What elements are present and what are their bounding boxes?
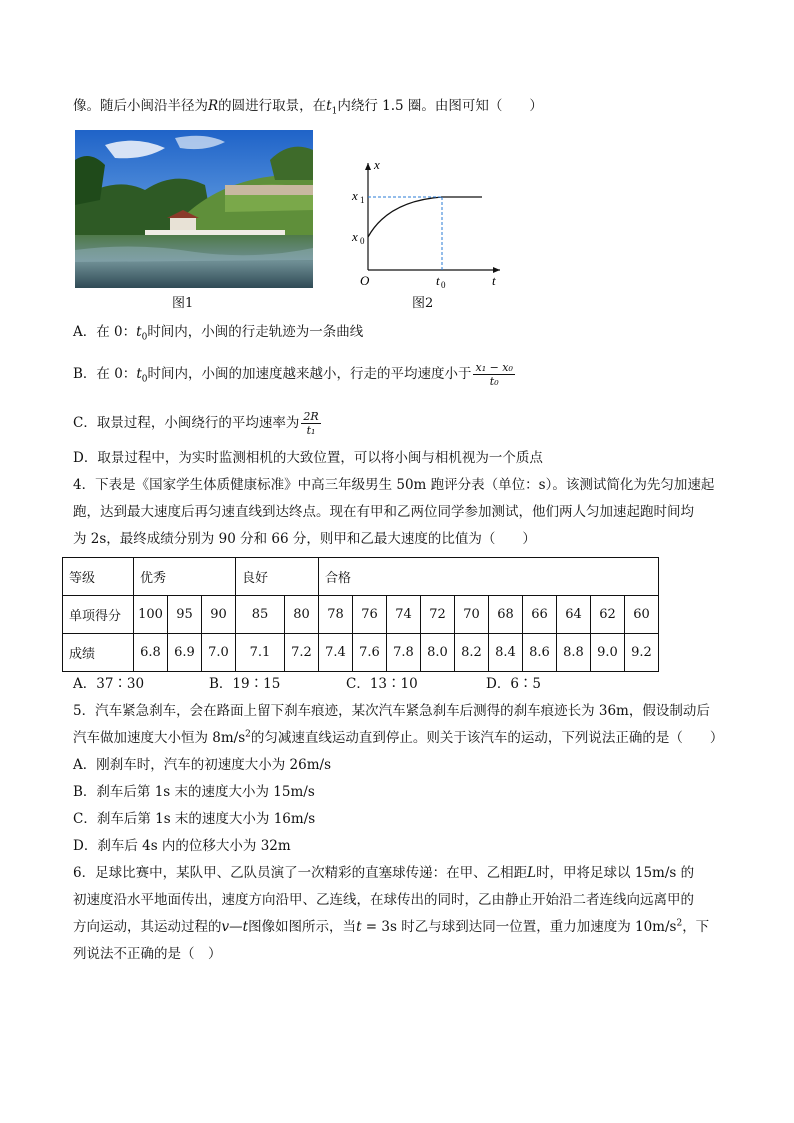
table-cell-time: 8.6 xyxy=(523,634,557,672)
q6-stem-line-3 xyxy=(73,917,709,937)
table-cell-level-pass: 合格 xyxy=(319,558,659,596)
q3-option-b-text: 时间内，小闽的加速度越来越小，行走的平均速度小于 xyxy=(147,366,472,382)
q3-var-t1: t xyxy=(326,98,332,114)
q5-option-b: B．刹车后第 1s 末的速度大小为 15m/s xyxy=(73,784,315,800)
q6-stem-line-1-a: 6．足球比赛中，某队甲、乙队员演了一次精彩的直塞球传递：在甲、乙相距 xyxy=(73,865,528,881)
q6-stem-line-3-c: = 3s 时乙与球到达同一位置，重力加速度为 10m/s xyxy=(361,919,677,935)
graph-x0-sub: 0 xyxy=(360,236,365,246)
graph-curve xyxy=(368,197,482,237)
figure-1-caption: 图1 xyxy=(172,296,194,311)
q3-option-a-var: t xyxy=(136,324,142,340)
q5-option-a: A．刚刹车时，汽车的初速度大小为 26m/s xyxy=(73,757,331,773)
q4-stem-line-2: 跑，达到最大速度后再匀速直线到达终点。现在有甲和乙两位同学参加测试，他们两人匀加速起跑时间均 xyxy=(73,504,694,520)
table-cell-score: 60 xyxy=(625,596,659,634)
q5-stem-line-2-a: 汽车做加速度大小恒为 8m/s xyxy=(73,730,246,746)
q6-stem-line-3-b: 图像如图所示，当 xyxy=(248,919,357,935)
table-cell-time: 7.8 xyxy=(387,634,421,672)
q3-option-a xyxy=(73,322,363,342)
q3-option-c-denominator: t₁ xyxy=(306,424,316,437)
table-cell-score: 74 xyxy=(387,596,421,634)
q3-option-c-text: C．取景过程，小闽绕行的平均速率为 xyxy=(73,415,300,431)
q3-option-b-prefix: B．在 0： xyxy=(73,366,137,382)
table-cell-time: 6.9 xyxy=(168,634,202,672)
figure-2-caption: 图2 xyxy=(412,296,434,311)
q6-stem-line-3-d: ，下 xyxy=(682,919,710,935)
table-cell-score: 78 xyxy=(319,596,353,634)
q6-stem-line-3-a: 方向运动，其运动过程的 xyxy=(73,919,222,935)
table-cell-score: 64 xyxy=(557,596,591,634)
graph-x0-label: x xyxy=(352,229,358,244)
q3-option-a-text: 时间内，小闽的行走轨迹为一条曲线 xyxy=(147,324,364,340)
table-row-score xyxy=(63,596,659,634)
table-cell-score: 70 xyxy=(455,596,489,634)
q6-var-l: L xyxy=(527,865,537,881)
table-cell-time: 7.6 xyxy=(353,634,387,672)
graph-t0-sub: 0 xyxy=(441,280,446,290)
table-cell-time: 8.2 xyxy=(455,634,489,672)
q6-stem-line-3-sup: 2 xyxy=(676,918,683,929)
q6-stem-line-1-b: 时，甲将足球以 15m/s 的 xyxy=(536,865,695,881)
table-cell-score: 62 xyxy=(591,596,625,634)
q3-option-a-sub: 0 xyxy=(141,332,148,343)
q5-stem-line-1: 5．汽车紧急刹车，会在路面上留下刹车痕迹，某次汽车紧急刹车后测得的刹车痕迹长为 36m，假设制动后 xyxy=(73,703,710,719)
q3-option-a-prefix: A．在 0： xyxy=(73,324,137,340)
q6-stem-line-2: 初速度沿水平地面传出，速度方向沿甲、乙连线，在球传出的同时，乙由静止开始沿二者连线向远离甲的 xyxy=(73,892,694,908)
table-cell-score: 72 xyxy=(421,596,455,634)
table-cell-time: 7.4 xyxy=(319,634,353,672)
q6-var-vt: v—t xyxy=(221,919,249,935)
table-cell-time: 8.4 xyxy=(489,634,523,672)
q5-stem-line-2-b: 的匀减速直线运动直到停止。则关于该汽车的运动，下列说法正确的是（ ） xyxy=(250,730,724,746)
q3-intro-text-a: 像。随后小闽沿半径为 xyxy=(73,98,208,114)
table-cell-score: 95 xyxy=(168,596,202,634)
figure-1-landscape-photo xyxy=(75,130,313,288)
table-cell-level-excellent: 优秀 xyxy=(134,558,236,596)
q6-stem-line-4: 列说法不正确的是（ ） xyxy=(73,946,222,962)
table-cell-score: 80 xyxy=(285,596,319,634)
table-cell-score: 90 xyxy=(202,596,236,634)
table-cell-time: 8.8 xyxy=(557,634,591,672)
q4-option-d: D．6∶5 xyxy=(486,676,542,692)
q3-option-b xyxy=(73,361,517,388)
q6-stem-line-1 xyxy=(73,863,694,883)
table-cell-level-label: 等级 xyxy=(63,558,134,596)
graph-x-arrow xyxy=(365,163,371,170)
graph-y-axis-label: x xyxy=(374,157,380,172)
table-cell-level-good: 良好 xyxy=(236,558,319,596)
q3-option-b-fraction xyxy=(473,361,514,388)
graph-origin-label: O xyxy=(360,273,370,288)
table-cell-score: 68 xyxy=(489,596,523,634)
q5-option-d: D．刹车后 4s 内的位移大小为 32m xyxy=(73,838,291,854)
figure-2-xt-graph xyxy=(340,155,510,290)
q6-var-t: t xyxy=(356,919,362,935)
q3-sub-1: 1 xyxy=(331,106,338,117)
q4-option-b: B．19∶15 xyxy=(209,676,281,692)
q5-stem-line-2-sup: 2 xyxy=(245,729,251,740)
q4-stem-line-3: 为 2s，最终成绩分别为 90 分和 66 分，则甲和乙最大速度的比值为（ ） xyxy=(73,531,536,547)
table-cell-score: 76 xyxy=(353,596,387,634)
graph-x1-label: x xyxy=(352,188,358,203)
graph-t0-label: t xyxy=(436,273,440,288)
table-cell-time: 8.0 xyxy=(421,634,455,672)
q3-intro-text-b: 的圆进行取景，在 xyxy=(218,98,327,114)
q3-option-c-numerator: 2R xyxy=(303,410,319,423)
q3-intro xyxy=(73,96,543,116)
q3-var-r: R xyxy=(208,98,219,114)
table-cell-time: 7.2 xyxy=(285,634,319,672)
graph-x-axis-label: t xyxy=(492,273,496,288)
table-cell-time: 7.0 xyxy=(202,634,236,672)
q3-option-b-sub: 0 xyxy=(141,374,148,385)
q3-option-c-fraction xyxy=(301,410,320,437)
q3-option-b-numerator: x₁ − x₀ xyxy=(475,361,513,374)
table-cell-time: 9.2 xyxy=(625,634,659,672)
table-cell-score: 100 xyxy=(134,596,168,634)
q3-intro-text-c: 内绕行 1.5 圈。由图可知（ ） xyxy=(337,98,543,114)
q5-stem-line-2 xyxy=(73,728,723,748)
table-row-level xyxy=(63,558,659,596)
q4-stem-line-1: 4．下表是《国家学生体质健康标准》中高三年级男生 50m 跑评分表（单位：s）。该测试简化为先匀加速起 xyxy=(73,477,715,493)
q4-option-a: A．37∶30 xyxy=(73,676,145,692)
q3-option-b-denominator: t₀ xyxy=(489,375,499,388)
table-cell-time: 6.8 xyxy=(134,634,168,672)
score-table xyxy=(62,557,659,672)
table-cell-time-label: 成绩 xyxy=(63,634,134,672)
table-cell-score: 66 xyxy=(523,596,557,634)
q5-option-c: C．刹车后第 1s 末的速度大小为 16m/s xyxy=(73,811,316,827)
table-cell-score: 85 xyxy=(236,596,285,634)
graph-x1-sub: 1 xyxy=(360,195,365,205)
table-row-time xyxy=(63,634,659,672)
q4-option-c: C．13∶10 xyxy=(346,676,418,692)
table-cell-score-label: 单项得分 xyxy=(63,596,134,634)
table-cell-time: 9.0 xyxy=(591,634,625,672)
q3-option-b-var: t xyxy=(136,366,142,382)
q3-option-d: D．取景过程中，为实时监测相机的大致位置，可以将小闽与相机视为一个质点 xyxy=(73,450,543,466)
q3-option-c xyxy=(73,410,323,437)
table-cell-time: 7.1 xyxy=(236,634,285,672)
